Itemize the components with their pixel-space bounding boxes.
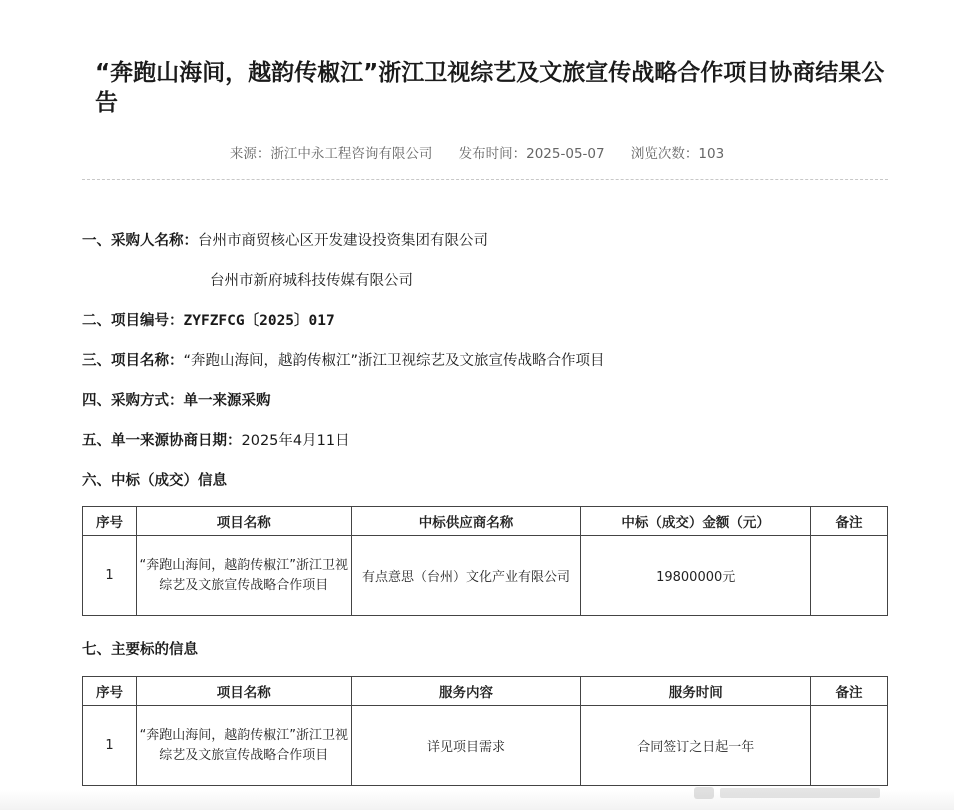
purchaser-name-2 bbox=[210, 269, 413, 290]
project-name-line bbox=[82, 349, 605, 370]
publish-time: 发布时间：2025-05-07 bbox=[458, 146, 605, 162]
subject-info-heading-text: 七、主要标的信息 bbox=[82, 642, 198, 658]
row-amount: 19800000元 bbox=[581, 536, 811, 616]
award-table bbox=[82, 506, 888, 616]
source-text: 来源：浙江中永工程咨询有限公司 bbox=[229, 146, 433, 162]
row-number: 1 bbox=[83, 536, 137, 616]
view-count: 浏览次数：103 bbox=[630, 146, 725, 162]
header-cell: 项目名称 bbox=[136, 677, 351, 706]
row-project-name: “奔跑山海间，越韵传椒江”浙江卫视综艺及文旅宣传战略合作项目 bbox=[136, 536, 351, 616]
article-meta bbox=[0, 142, 954, 162]
header-cell: 服务时间 bbox=[581, 677, 811, 706]
page-title: “奔跑山海间，越韵传椒江”浙江卫视综艺及文旅宣传战略合作项目协商结果公告 bbox=[95, 60, 885, 116]
award-info-heading-text: 六、中标（成交）信息 bbox=[82, 473, 227, 489]
row-service-time: 合同签订之日起一年 bbox=[581, 706, 811, 786]
row-note bbox=[811, 706, 888, 786]
purchaser-line bbox=[82, 229, 488, 250]
purchaser-name-2-text: 台州市新府城科技传媒有限公司 bbox=[210, 273, 413, 289]
table-header-row bbox=[83, 507, 888, 536]
row-service-content: 详见项目需求 bbox=[351, 706, 581, 786]
project-number-value: ZYFZFCG〔2025〕017 bbox=[183, 313, 335, 329]
project-name-label: 三、项目名称： bbox=[82, 353, 184, 369]
purchaser-name-1: 台州市商贸核心区开发建设投资集团有限公司 bbox=[198, 233, 488, 249]
table-header-row bbox=[83, 677, 888, 706]
project-name-value: “奔跑山海间，越韵传椒江”浙江卫视综艺及文旅宣传战略合作项目 bbox=[183, 353, 605, 369]
row-note bbox=[811, 536, 888, 616]
project-number-label: 二、项目编号： bbox=[82, 313, 184, 329]
procurement-method-label: 四、采购方式： bbox=[82, 393, 184, 409]
procurement-method-value: 单一来源采购 bbox=[183, 393, 271, 409]
table-row bbox=[83, 536, 888, 616]
header-cell: 项目名称 bbox=[136, 507, 351, 536]
row-project-name: “奔跑山海间，越韵传椒江”浙江卫视综艺及文旅宣传战略合作项目 bbox=[136, 706, 351, 786]
header-cell: 中标供应商名称 bbox=[351, 507, 581, 536]
award-info-heading bbox=[82, 469, 227, 490]
table-row bbox=[83, 706, 888, 786]
project-number-line bbox=[82, 309, 335, 330]
row-supplier: 有点意思（台州）文化产业有限公司 bbox=[351, 536, 581, 616]
header-cell: 服务内容 bbox=[351, 677, 581, 706]
watermark-icon bbox=[694, 784, 884, 802]
header-cell: 序号 bbox=[83, 507, 137, 536]
negotiation-date-line bbox=[82, 429, 350, 450]
procurement-method-line bbox=[82, 389, 271, 410]
negotiation-date-label: 五、单一来源协商日期： bbox=[82, 433, 242, 449]
divider bbox=[82, 179, 888, 180]
header-cell: 备注 bbox=[811, 507, 888, 536]
subject-table bbox=[82, 676, 888, 786]
subject-info-heading bbox=[82, 638, 198, 659]
row-number: 1 bbox=[83, 706, 137, 786]
header-cell: 备注 bbox=[811, 677, 888, 706]
header-cell: 中标（成交）金额（元） bbox=[581, 507, 811, 536]
purchaser-label: 一、采购人名称： bbox=[82, 233, 198, 249]
negotiation-date-value: 2025年4月11日 bbox=[241, 433, 350, 449]
header-cell: 序号 bbox=[83, 677, 137, 706]
